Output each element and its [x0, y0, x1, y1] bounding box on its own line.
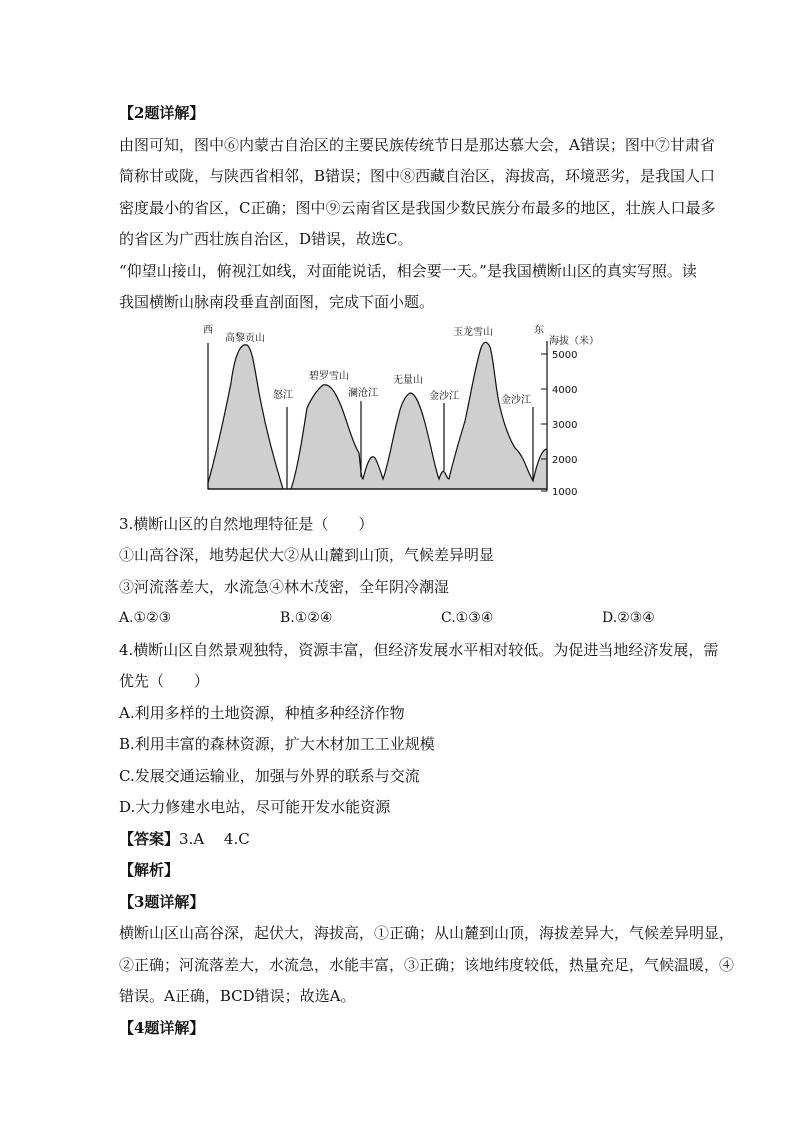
answer-line [119, 824, 709, 856]
tick-label-5000: 5000 [552, 349, 578, 361]
q3-detail-heading: 【3题详解】 [119, 892, 205, 911]
river-label-nu: 怒江 [273, 389, 293, 401]
q4-detail-heading: 【4题详解】 [119, 1018, 205, 1037]
q2-text-line-1: 由图可知，图中⑥内蒙古自治区的主要民族传统节日是那达慕大会，A错误；图中⑦甘肃省 [119, 135, 715, 154]
q3-analysis-line-2: ②正确；河流落差大，水流急，水能丰富，③正确；该地纬度较低，热量充足，气候温暖，④ [119, 955, 735, 974]
q2-text-line-2: 简称甘或陇，与陕西省相邻，B错误；图中⑧西藏自治区，海拔高，环境恶劣，是我国人口 [119, 167, 716, 185]
hengduan-profile-figure [203, 323, 603, 501]
peak-label-wuliang: 无量山 [393, 374, 423, 386]
q4-option-c: C.发展交通运输业，加强与外界的联系与交流 [119, 766, 420, 785]
q3-statement-2: ③河流落差大，水流急④林木茂密，全年阴冷潮湿 [119, 577, 450, 596]
west-label: 西 [203, 324, 213, 336]
intro-line-2: 我国横断山脉南段垂直剖面图，完成下面小题。 [119, 293, 435, 311]
tick-label-3000: 3000 [552, 419, 578, 431]
q3-stem: 3.横断山区的自然地理特征是（ ） [119, 514, 374, 533]
peak-label-yulong: 玉龙雪山 [453, 326, 493, 338]
river-label-jinsha-2: 金沙江 [501, 394, 531, 406]
q2-text-line-3: 密度最小的省区，C正确；图中⑨云南省区是我国少数民族分布最多的地区，壮族人口最多 [119, 198, 716, 217]
q3-option-b: B.①②④ [280, 610, 333, 626]
q4-option-a: A.利用多样的土地资源，种植多种经济作物 [119, 703, 405, 722]
profile-diagram [203, 323, 603, 501]
q2-text-line-4: 的省区为广西壮族自治区，D错误，故选C。 [119, 230, 413, 248]
q3-option-c: C.①③④ [441, 610, 494, 626]
tick-label-4000: 4000 [552, 384, 578, 396]
intro-line-1: “仰望山接山，俯视江如线，对面能说话，相会要一天。”是我国横断山区的真实写照。读 [119, 261, 697, 280]
q2-detail-heading: 【2题详解】 [119, 104, 205, 122]
q4-option-d: D.大力修建水电站，尽可能开发水能资源 [119, 798, 391, 816]
analysis-title: 【解析】 [119, 861, 180, 879]
q3-option-a: A.①②③ [119, 610, 172, 626]
terrain-profile [208, 342, 547, 489]
tick-label-1000: 1000 [552, 486, 578, 498]
q3-options [119, 603, 709, 635]
q3-option-d: D.②③④ [602, 610, 655, 626]
q3-analysis-line-3: 错误。A正确，BCD错误；故选A。 [119, 987, 356, 1005]
river-label-lancang: 澜沧江 [348, 387, 378, 399]
document-page [119, 98, 735, 1044]
river-label-jinsha-1: 金沙江 [429, 390, 459, 402]
elevation-unit-label: 海拔（米） [549, 335, 599, 347]
q3-analysis-line-1: 横断山区山高谷深，起伏大，海拔高，①正确；从山麓到山顶，海拔差异大，气候差异明显， [119, 924, 735, 942]
east-label: 东 [534, 324, 544, 336]
tick-label-2000: 2000 [552, 454, 578, 466]
q3-statement-1: ①山高谷深，地势起伏大②从山麓到山顶，气候差异明显 [119, 546, 495, 564]
q4-option-b: B.利用丰富的森林资源，扩大木材加工工业规模 [119, 735, 435, 753]
q4-stem-line-2: 优先（ ） [119, 672, 210, 690]
peak-label-biluo: 碧罗雪山 [309, 370, 349, 382]
answer-tag: 【答案】 [119, 829, 180, 848]
q4-stem-line-1: 4.横断山区自然景观独特，资源丰富，但经济发展水平相对较低。为促进当地经济发展，需 [119, 640, 719, 659]
answer-text: 3.A 4.C [179, 829, 250, 848]
peak-label-gaoligong: 高黎贡山 [225, 332, 265, 344]
